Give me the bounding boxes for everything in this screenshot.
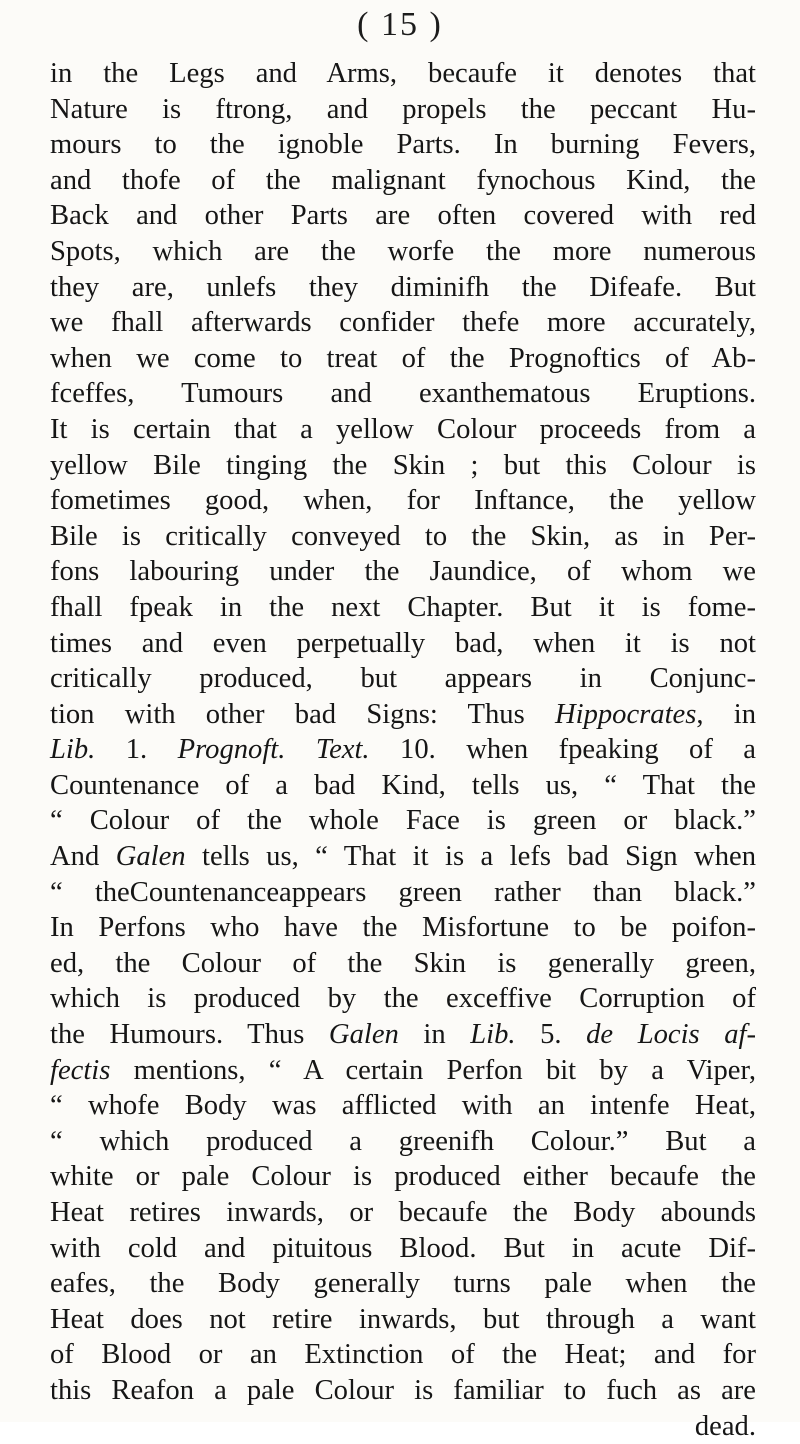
text-line-10: fceffes, Tumours and exanthematous Eruptions. xyxy=(50,378,756,410)
text-line-28: the Humours. Thus Galen in Lib. 5. de Locis af- xyxy=(50,1019,756,1051)
text-line-39: dead. xyxy=(694,1410,756,1442)
text-line-33: Heat retires inwards, or becaufe the Body abounds xyxy=(50,1197,756,1228)
text-line-1: in the Legs and Arms, becaufe it denotes that xyxy=(50,58,756,89)
text-line-7: they are, unlefs they diminifh the Difeafe. But xyxy=(50,271,756,303)
text-line-20: Lib. 1. Prognoft. Text. 10. when fpeaking of a xyxy=(50,734,756,766)
italic-term: fectis xyxy=(50,1054,111,1086)
text-line-24: “ theCountenanceappears green rather than black.” xyxy=(50,876,756,908)
text-line-27: which is produced by the exceffive Corruption of xyxy=(50,983,756,1015)
text-line-13: fometimes good, when, for Inftance, the yellow xyxy=(50,485,756,517)
text-line-5: Back and other Parts are often covered with red xyxy=(50,200,756,232)
italic-term: Galen xyxy=(328,1019,399,1051)
text-line-3: mours to the ignoble Parts. In burning Fevers, xyxy=(50,129,756,161)
text-line-4: and thofe of the malignant fynochous Kind, the xyxy=(50,164,756,196)
text-line-32: white or pale Colour is produced either becaufe the xyxy=(50,1161,756,1193)
text-line-21: Countenance of a bad Kind, tells us, “ That the xyxy=(50,769,756,801)
text-line-34: with cold and pituitous Blood. But in acute Dif- xyxy=(50,1232,756,1264)
text-line-12: yellow Bile tinging the Skin ; but this Colour is xyxy=(50,449,756,481)
text-line-31: “ which produced a greenifh Colour.” But a xyxy=(50,1125,756,1157)
text-line-16: fhall fpeak in the next Chapter. But it is fome- xyxy=(50,591,756,623)
text-line-19: tion with other bad Signs: Thus Hippocrates, in xyxy=(50,698,756,730)
page-number: ( 15 ) xyxy=(357,6,443,43)
text-line-25: In Perfons who have the Misfortune to be poifon- xyxy=(50,912,756,944)
text-line-30: “ whofe Body was afflicted with an intenfe Heat, xyxy=(50,1090,756,1122)
italic-term: Prognoft. xyxy=(177,734,286,766)
body-text xyxy=(50,56,756,1444)
text-line-22: “ Colour of the whole Face is green or black.” xyxy=(50,805,756,837)
italic-term: Lib. xyxy=(50,734,96,766)
italic-term: Text. xyxy=(315,734,370,766)
text-line-17: times and even perpetually bad, when it is not xyxy=(50,627,756,659)
text-line-6: Spots, which are the worfe the more numerous xyxy=(50,235,756,267)
text-line-37: of Blood or an Extinction of the Heat; and for xyxy=(50,1339,756,1371)
text-line-38: this Reafon a pale Colour is familiar to fuch as are xyxy=(50,1374,756,1406)
italic-term: Hippocrates xyxy=(554,698,697,730)
text-line-26: ed, the Colour of the Skin is generally green, xyxy=(50,947,756,979)
italic-term: Galen xyxy=(115,841,186,873)
text-line-14: Bile is critically conveyed to the Skin, as in Per- xyxy=(50,520,756,552)
italic-term: de Locis af- xyxy=(586,1019,756,1051)
text-line-36: Heat does not retire inwards, but through a want xyxy=(50,1303,756,1335)
text-line-2: Nature is ftrong, and propels the peccant Hu- xyxy=(50,93,756,125)
text-line-11: It is certain that a yellow Colour proceeds from a xyxy=(50,413,756,445)
text-line-15: fons labouring under the Jaundice, of whom we xyxy=(50,556,756,588)
text-line-8: we fhall afterwards confider thefe more accurately, xyxy=(50,307,756,339)
italic-term: Lib. xyxy=(470,1019,516,1051)
text-line-9: when we come to treat of the Prognoftics of Ab- xyxy=(50,342,756,374)
text-line-29: fectis mentions, “ A certain Perfon bit by a Viper, xyxy=(50,1054,756,1086)
text-line-18: critically produced, but appears in Conjunc- xyxy=(50,663,756,695)
text-line-35: eafes, the Body generally turns pale when the xyxy=(50,1268,756,1300)
text-line-23: And Galen tells us, “ That it is a lefs bad Sign when xyxy=(50,841,756,873)
